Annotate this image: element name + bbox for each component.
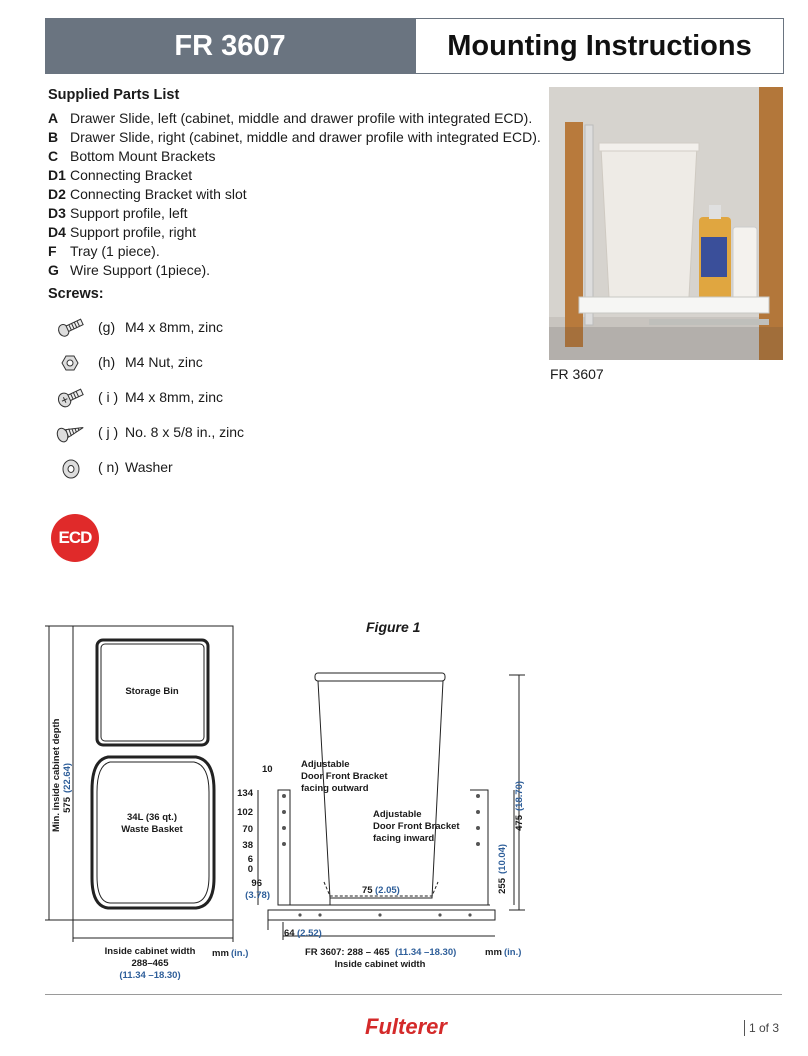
- bracket-in-1: Adjustable: [373, 809, 422, 820]
- dim-64: 64: [284, 928, 295, 939]
- dim-75: 75: [362, 885, 373, 896]
- right-units-mm: mm: [485, 947, 502, 958]
- parts-title: Supplied Parts List: [48, 87, 180, 103]
- bracket-in-2: Door Front Bracket: [373, 821, 460, 832]
- left-units-in: (in.): [231, 948, 249, 959]
- part-code: D4: [48, 224, 66, 240]
- left-width-line2: 288–465: [131, 958, 169, 969]
- part-text: Support profile, right: [70, 224, 197, 240]
- dim-96-in: (3.78): [245, 890, 270, 901]
- screw-label: (h): [98, 354, 116, 370]
- left-width-in: (11.34 –18.30): [119, 970, 181, 981]
- dim-10: 10: [262, 764, 273, 775]
- dim-64-in: (2.52): [297, 928, 322, 939]
- bin-rim: [315, 673, 445, 681]
- dim-0: 0: [247, 864, 253, 875]
- screw-label: (g): [98, 319, 116, 335]
- part-text: Drawer Slide, left (cabinet, middle and drawer profile with integrated ECD).: [70, 110, 533, 126]
- height-255: 255: [497, 878, 508, 894]
- part-text: Wire Support (1piece).: [70, 262, 211, 278]
- header-model: FR 3607: [45, 18, 415, 74]
- dim-70: 70: [242, 824, 253, 835]
- footer-divider: [45, 994, 782, 995]
- screw-text: No. 8 x 5/8 in., zinc: [125, 424, 245, 440]
- dim-96: 96: [251, 878, 262, 889]
- depth-in: (22.64): [62, 762, 73, 793]
- part-code: F: [48, 243, 57, 259]
- depth-label: Min. inside cabinet depth: [51, 718, 62, 832]
- dim-75-in: (2.05): [375, 885, 400, 896]
- dim-38: 38: [242, 840, 253, 851]
- part-code: G: [48, 262, 59, 278]
- part-code: C: [48, 148, 59, 164]
- bracket-out-2: Door Front Bracket: [301, 771, 388, 782]
- fulterer-logo: [346, 1012, 466, 1042]
- figure-title: Figure 1: [366, 619, 421, 635]
- screw-label: ( j ): [98, 424, 119, 440]
- screw-text: M4 Nut, zinc: [125, 354, 203, 370]
- part-text: Bottom Mount Brackets: [70, 148, 216, 164]
- part-text: Support profile, left: [70, 205, 188, 221]
- dim-6: 6: [247, 854, 253, 865]
- dim-134: 134: [237, 788, 253, 799]
- part-text: Connecting Bracket with slot: [70, 186, 247, 202]
- screw-text: M4 x 8mm, zinc: [125, 319, 224, 335]
- height-475-in: (18.70): [514, 780, 525, 811]
- storage-label: Storage Bin: [125, 686, 179, 697]
- bracket-in-3: facing inward: [373, 833, 435, 844]
- basket-line1: 34L (36 qt.): [127, 812, 177, 823]
- svg-text:Fulterer: Fulterer: [365, 1014, 447, 1039]
- part-code: B: [48, 129, 59, 145]
- right-width-prefix: FR 3607: 288 – 465: [305, 947, 390, 958]
- right-units-in: (in.): [504, 947, 522, 958]
- part-text: Connecting Bracket: [70, 167, 193, 183]
- height-255-in: (10.04): [497, 843, 508, 874]
- height-475: 475: [514, 815, 525, 831]
- bracket-out-3: facing outward: [301, 783, 369, 794]
- right-width-line2: Inside cabinet width: [334, 959, 426, 970]
- dim-102: 102: [237, 807, 253, 818]
- left-width-line1: Inside cabinet width: [104, 946, 196, 957]
- basket-line2: Waste Basket: [121, 824, 183, 835]
- part-code: D1: [48, 167, 66, 183]
- left-units-mm: mm: [212, 948, 229, 959]
- part-code: D3: [48, 205, 66, 221]
- photo-caption: FR 3607: [550, 366, 604, 382]
- screw-label: ( i ): [98, 389, 119, 405]
- part-code: A: [48, 110, 59, 126]
- part-code: D2: [48, 186, 66, 202]
- right-width-in: (11.34 –18.30): [395, 947, 457, 958]
- screw-text: Washer: [125, 459, 173, 475]
- part-text: Tray (1 piece).: [70, 243, 160, 259]
- screw-text: M4 x 8mm, zinc: [125, 389, 224, 405]
- page-number: 1 of 3: [744, 1020, 779, 1036]
- header-title: Mounting Instructions: [415, 18, 784, 74]
- bracket-out-1: Adjustable: [301, 759, 350, 770]
- part-text: Drawer Slide, right (cabinet, middle and drawer profile with integrated ECD).: [70, 129, 541, 145]
- screw-label: ( n): [98, 459, 119, 475]
- ecd-badge: ECD: [51, 514, 99, 562]
- screws-title: Screws:: [48, 286, 104, 302]
- depth-mm: 575: [62, 797, 73, 813]
